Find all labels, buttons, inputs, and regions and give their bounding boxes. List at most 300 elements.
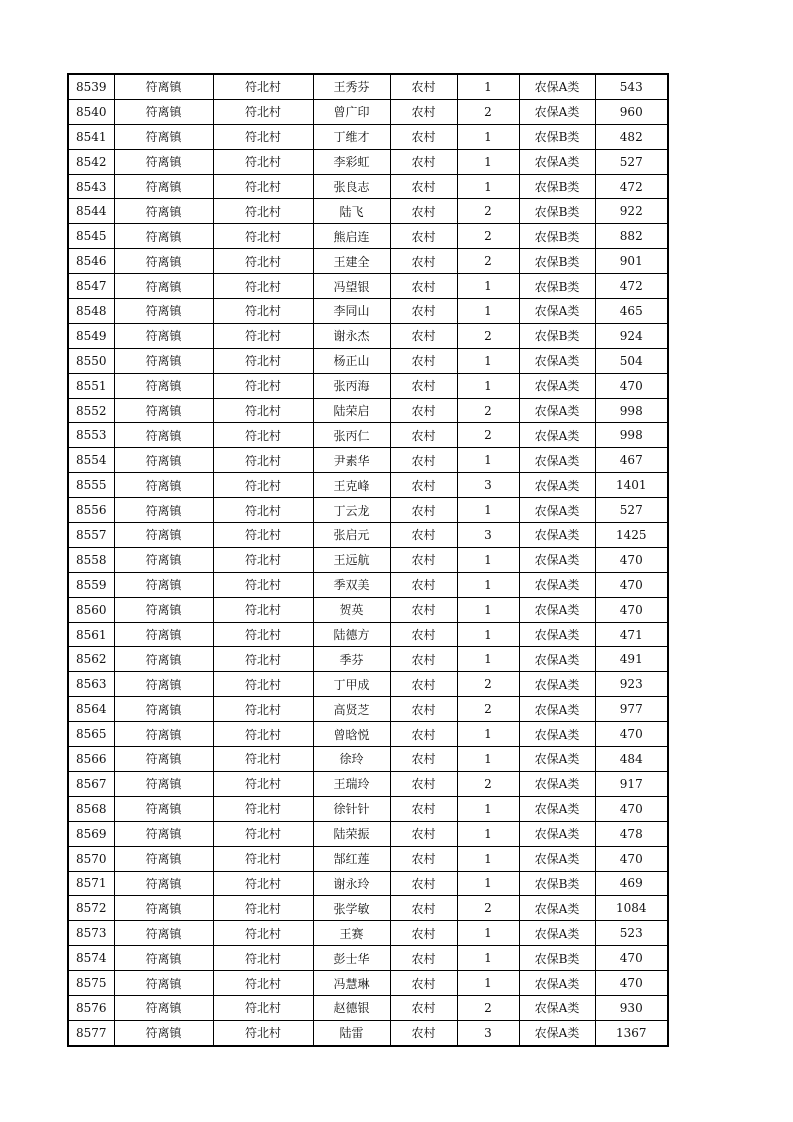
- name-cell: 徐玲: [313, 747, 390, 772]
- table-row: [68, 821, 668, 846]
- village-cell: 符北村: [213, 597, 313, 622]
- insurance-category-cell: 农保B类: [519, 323, 595, 348]
- household-count-cell: 2: [457, 995, 519, 1020]
- name-cell: 王远航: [313, 547, 390, 572]
- household-count-cell: 2: [457, 199, 519, 224]
- insurance-category-cell: 农保A类: [519, 747, 595, 772]
- village-cell: 符北村: [213, 448, 313, 473]
- insurance-category-cell: 农保A类: [519, 846, 595, 871]
- town-cell: 符离镇: [114, 747, 213, 772]
- town-cell: 符离镇: [114, 224, 213, 249]
- table-row: [68, 747, 668, 772]
- insurance-category-cell: 农保A类: [519, 572, 595, 597]
- amount-cell: 1401: [595, 473, 668, 498]
- area-type-cell: 农村: [390, 174, 457, 199]
- name-cell: 陆荣振: [313, 821, 390, 846]
- record-id-cell: 8561: [68, 622, 114, 647]
- insurance-category-cell: 农保A类: [519, 498, 595, 523]
- amount-cell: 923: [595, 672, 668, 697]
- household-count-cell: 2: [457, 323, 519, 348]
- area-type-cell: 农村: [390, 224, 457, 249]
- table-row: [68, 871, 668, 896]
- village-cell: 符北村: [213, 896, 313, 921]
- amount-cell: 922: [595, 199, 668, 224]
- area-type-cell: 农村: [390, 771, 457, 796]
- amount-cell: 917: [595, 771, 668, 796]
- table-row: [68, 547, 668, 572]
- household-count-cell: 1: [457, 821, 519, 846]
- table-row: [68, 274, 668, 299]
- household-count-cell: 1: [457, 124, 519, 149]
- household-count-cell: 1: [457, 498, 519, 523]
- insurance-category-cell: 农保B类: [519, 249, 595, 274]
- record-id-cell: 8544: [68, 199, 114, 224]
- village-cell: 符北村: [213, 174, 313, 199]
- table-row: [68, 473, 668, 498]
- name-cell: 张学敏: [313, 896, 390, 921]
- household-count-cell: 1: [457, 274, 519, 299]
- table-row: [68, 697, 668, 722]
- amount-cell: 1425: [595, 523, 668, 548]
- town-cell: 符离镇: [114, 323, 213, 348]
- household-count-cell: 1: [457, 622, 519, 647]
- village-cell: 符北村: [213, 796, 313, 821]
- town-cell: 符离镇: [114, 149, 213, 174]
- insurance-category-cell: 农保A类: [519, 149, 595, 174]
- town-cell: 符离镇: [114, 771, 213, 796]
- village-cell: 符北村: [213, 1020, 313, 1045]
- record-id-cell: 8575: [68, 971, 114, 996]
- village-cell: 符北村: [213, 523, 313, 548]
- village-cell: 符北村: [213, 348, 313, 373]
- insurance-category-cell: 农保A类: [519, 398, 595, 423]
- record-id-cell: 8573: [68, 921, 114, 946]
- insurance-category-cell: 农保A类: [519, 373, 595, 398]
- town-cell: 符离镇: [114, 373, 213, 398]
- village-cell: 符北村: [213, 771, 313, 796]
- insurance-category-cell: 农保A类: [519, 523, 595, 548]
- name-cell: 丁云龙: [313, 498, 390, 523]
- area-type-cell: 农村: [390, 249, 457, 274]
- town-cell: 符离镇: [114, 547, 213, 572]
- village-cell: 符北村: [213, 249, 313, 274]
- amount-cell: 471: [595, 622, 668, 647]
- amount-cell: 465: [595, 299, 668, 324]
- area-type-cell: 农村: [390, 523, 457, 548]
- town-cell: 符离镇: [114, 74, 213, 99]
- insurance-category-cell: 农保B类: [519, 124, 595, 149]
- amount-cell: 998: [595, 398, 668, 423]
- household-count-cell: 1: [457, 846, 519, 871]
- village-cell: 符北村: [213, 821, 313, 846]
- town-cell: 符离镇: [114, 1020, 213, 1045]
- table-row: [68, 896, 668, 921]
- record-id-cell: 8577: [68, 1020, 114, 1045]
- household-count-cell: 3: [457, 473, 519, 498]
- table-row: [68, 771, 668, 796]
- table-row: [68, 199, 668, 224]
- name-cell: 郜红莲: [313, 846, 390, 871]
- record-id-cell: 8567: [68, 771, 114, 796]
- area-type-cell: 农村: [390, 299, 457, 324]
- table-row: [68, 174, 668, 199]
- insurance-category-cell: 农保A类: [519, 547, 595, 572]
- insurance-category-cell: 农保A类: [519, 771, 595, 796]
- name-cell: 谢永玲: [313, 871, 390, 896]
- area-type-cell: 农村: [390, 323, 457, 348]
- area-type-cell: 农村: [390, 423, 457, 448]
- town-cell: 符离镇: [114, 896, 213, 921]
- village-cell: 符北村: [213, 124, 313, 149]
- amount-cell: 478: [595, 821, 668, 846]
- town-cell: 符离镇: [114, 672, 213, 697]
- record-id-cell: 8547: [68, 274, 114, 299]
- amount-cell: 470: [595, 373, 668, 398]
- area-type-cell: 农村: [390, 796, 457, 821]
- household-count-cell: 1: [457, 747, 519, 772]
- area-type-cell: 农村: [390, 821, 457, 846]
- insurance-category-cell: 农保A类: [519, 821, 595, 846]
- name-cell: 彭士华: [313, 946, 390, 971]
- town-cell: 符离镇: [114, 473, 213, 498]
- record-id-cell: 8550: [68, 348, 114, 373]
- town-cell: 符离镇: [114, 249, 213, 274]
- village-cell: 符北村: [213, 274, 313, 299]
- amount-cell: 882: [595, 224, 668, 249]
- town-cell: 符离镇: [114, 199, 213, 224]
- area-type-cell: 农村: [390, 846, 457, 871]
- household-count-cell: 1: [457, 971, 519, 996]
- record-id-cell: 8541: [68, 124, 114, 149]
- insurance-category-cell: 农保A类: [519, 796, 595, 821]
- amount-cell: 901: [595, 249, 668, 274]
- amount-cell: 977: [595, 697, 668, 722]
- village-cell: 符北村: [213, 373, 313, 398]
- area-type-cell: 农村: [390, 946, 457, 971]
- area-type-cell: 农村: [390, 871, 457, 896]
- records-table: [67, 73, 669, 1047]
- table-row: [68, 149, 668, 174]
- insurance-category-cell: 农保B类: [519, 174, 595, 199]
- amount-cell: 527: [595, 498, 668, 523]
- name-cell: 陆飞: [313, 199, 390, 224]
- town-cell: 符离镇: [114, 448, 213, 473]
- household-count-cell: 1: [457, 448, 519, 473]
- town-cell: 符离镇: [114, 821, 213, 846]
- household-count-cell: 2: [457, 249, 519, 274]
- area-type-cell: 农村: [390, 747, 457, 772]
- record-id-cell: 8556: [68, 498, 114, 523]
- record-id-cell: 8555: [68, 473, 114, 498]
- table-row: [68, 323, 668, 348]
- name-cell: 徐针针: [313, 796, 390, 821]
- area-type-cell: 农村: [390, 124, 457, 149]
- area-type-cell: 农村: [390, 722, 457, 747]
- household-count-cell: 2: [457, 896, 519, 921]
- village-cell: 符北村: [213, 423, 313, 448]
- village-cell: 符北村: [213, 74, 313, 99]
- insurance-category-cell: 农保A类: [519, 995, 595, 1020]
- area-type-cell: 农村: [390, 547, 457, 572]
- insurance-category-cell: 农保B类: [519, 871, 595, 896]
- insurance-category-cell: 农保A类: [519, 423, 595, 448]
- insurance-category-cell: 农保B类: [519, 946, 595, 971]
- name-cell: 尹素华: [313, 448, 390, 473]
- area-type-cell: 农村: [390, 99, 457, 124]
- table-row: [68, 622, 668, 647]
- name-cell: 陆荣启: [313, 398, 390, 423]
- village-cell: 符北村: [213, 995, 313, 1020]
- amount-cell: 472: [595, 274, 668, 299]
- household-count-cell: 1: [457, 647, 519, 672]
- amount-cell: 470: [595, 722, 668, 747]
- village-cell: 符北村: [213, 473, 313, 498]
- village-cell: 符北村: [213, 199, 313, 224]
- record-id-cell: 8548: [68, 299, 114, 324]
- area-type-cell: 农村: [390, 622, 457, 647]
- village-cell: 符北村: [213, 846, 313, 871]
- area-type-cell: 农村: [390, 199, 457, 224]
- table-row: [68, 572, 668, 597]
- household-count-cell: 1: [457, 871, 519, 896]
- village-cell: 符北村: [213, 572, 313, 597]
- table-row: [68, 249, 668, 274]
- name-cell: 谢永杰: [313, 323, 390, 348]
- village-cell: 符北村: [213, 323, 313, 348]
- village-cell: 符北村: [213, 547, 313, 572]
- household-count-cell: 1: [457, 74, 519, 99]
- amount-cell: 467: [595, 448, 668, 473]
- name-cell: 陆雷: [313, 1020, 390, 1045]
- table-row: [68, 498, 668, 523]
- table-row: [68, 995, 668, 1020]
- town-cell: 符离镇: [114, 697, 213, 722]
- village-cell: 符北村: [213, 871, 313, 896]
- table-row: [68, 299, 668, 324]
- name-cell: 王建全: [313, 249, 390, 274]
- town-cell: 符离镇: [114, 871, 213, 896]
- area-type-cell: 农村: [390, 149, 457, 174]
- household-count-cell: 2: [457, 771, 519, 796]
- name-cell: 张良志: [313, 174, 390, 199]
- area-type-cell: 农村: [390, 473, 457, 498]
- town-cell: 符离镇: [114, 174, 213, 199]
- record-id-cell: 8542: [68, 149, 114, 174]
- area-type-cell: 农村: [390, 971, 457, 996]
- town-cell: 符离镇: [114, 99, 213, 124]
- record-id-cell: 8568: [68, 796, 114, 821]
- insurance-category-cell: 农保A类: [519, 971, 595, 996]
- village-cell: 符北村: [213, 722, 313, 747]
- area-type-cell: 农村: [390, 995, 457, 1020]
- record-id-cell: 8549: [68, 323, 114, 348]
- name-cell: 冯慧琳: [313, 971, 390, 996]
- household-count-cell: 1: [457, 796, 519, 821]
- name-cell: 冯望银: [313, 274, 390, 299]
- amount-cell: 523: [595, 921, 668, 946]
- town-cell: 符离镇: [114, 523, 213, 548]
- record-id-cell: 8551: [68, 373, 114, 398]
- record-id-cell: 8545: [68, 224, 114, 249]
- amount-cell: 472: [595, 174, 668, 199]
- amount-cell: 470: [595, 846, 668, 871]
- record-id-cell: 8565: [68, 722, 114, 747]
- amount-cell: 491: [595, 647, 668, 672]
- area-type-cell: 农村: [390, 647, 457, 672]
- area-type-cell: 农村: [390, 448, 457, 473]
- town-cell: 符离镇: [114, 423, 213, 448]
- village-cell: 符北村: [213, 622, 313, 647]
- insurance-category-cell: 农保B类: [519, 199, 595, 224]
- record-id-cell: 8558: [68, 547, 114, 572]
- amount-cell: 482: [595, 124, 668, 149]
- household-count-cell: 1: [457, 373, 519, 398]
- record-id-cell: 8574: [68, 946, 114, 971]
- town-cell: 符离镇: [114, 722, 213, 747]
- record-id-cell: 8560: [68, 597, 114, 622]
- insurance-category-cell: 农保A类: [519, 622, 595, 647]
- town-cell: 符离镇: [114, 796, 213, 821]
- name-cell: 曾晗悦: [313, 722, 390, 747]
- insurance-category-cell: 农保A类: [519, 672, 595, 697]
- household-count-cell: 1: [457, 921, 519, 946]
- area-type-cell: 农村: [390, 74, 457, 99]
- amount-cell: 484: [595, 747, 668, 772]
- household-count-cell: 2: [457, 398, 519, 423]
- name-cell: 季双美: [313, 572, 390, 597]
- area-type-cell: 农村: [390, 597, 457, 622]
- amount-cell: 470: [595, 946, 668, 971]
- table-row: [68, 672, 668, 697]
- village-cell: 符北村: [213, 299, 313, 324]
- record-id-cell: 8572: [68, 896, 114, 921]
- amount-cell: 470: [595, 971, 668, 996]
- record-id-cell: 8559: [68, 572, 114, 597]
- village-cell: 符北村: [213, 498, 313, 523]
- name-cell: 赵德银: [313, 995, 390, 1020]
- table-row: [68, 971, 668, 996]
- table-row: [68, 74, 668, 99]
- amount-cell: 1367: [595, 1020, 668, 1045]
- amount-cell: 470: [595, 572, 668, 597]
- table-row: [68, 647, 668, 672]
- record-id-cell: 8546: [68, 249, 114, 274]
- record-id-cell: 8554: [68, 448, 114, 473]
- area-type-cell: 农村: [390, 1020, 457, 1045]
- table-row: [68, 423, 668, 448]
- record-id-cell: 8552: [68, 398, 114, 423]
- insurance-category-cell: 农保A类: [519, 99, 595, 124]
- name-cell: 熊启连: [313, 224, 390, 249]
- name-cell: 王瑞玲: [313, 771, 390, 796]
- record-id-cell: 8543: [68, 174, 114, 199]
- name-cell: 曾广印: [313, 99, 390, 124]
- table-row: [68, 373, 668, 398]
- insurance-category-cell: 农保A类: [519, 597, 595, 622]
- town-cell: 符离镇: [114, 348, 213, 373]
- table-row: [68, 1020, 668, 1045]
- area-type-cell: 农村: [390, 498, 457, 523]
- household-count-cell: 1: [457, 597, 519, 622]
- household-count-cell: 2: [457, 99, 519, 124]
- table-row: [68, 921, 668, 946]
- village-cell: 符北村: [213, 647, 313, 672]
- amount-cell: 470: [595, 597, 668, 622]
- village-cell: 符北村: [213, 921, 313, 946]
- table-row: [68, 448, 668, 473]
- name-cell: 季芬: [313, 647, 390, 672]
- town-cell: 符离镇: [114, 995, 213, 1020]
- area-type-cell: 农村: [390, 348, 457, 373]
- name-cell: 张启元: [313, 523, 390, 548]
- table-row: [68, 846, 668, 871]
- insurance-category-cell: 农保A类: [519, 1020, 595, 1045]
- name-cell: 陆德方: [313, 622, 390, 647]
- village-cell: 符北村: [213, 697, 313, 722]
- record-id-cell: 8562: [68, 647, 114, 672]
- name-cell: 李同山: [313, 299, 390, 324]
- amount-cell: 1084: [595, 896, 668, 921]
- town-cell: 符离镇: [114, 274, 213, 299]
- name-cell: 丁甲成: [313, 672, 390, 697]
- name-cell: 王秀芬: [313, 74, 390, 99]
- amount-cell: 543: [595, 74, 668, 99]
- household-count-cell: 2: [457, 672, 519, 697]
- household-count-cell: 1: [457, 547, 519, 572]
- record-id-cell: 8539: [68, 74, 114, 99]
- insurance-category-cell: 农保A类: [519, 74, 595, 99]
- area-type-cell: 农村: [390, 921, 457, 946]
- household-count-cell: 2: [457, 423, 519, 448]
- insurance-category-cell: 农保B类: [519, 274, 595, 299]
- record-id-cell: 8571: [68, 871, 114, 896]
- table-row: [68, 348, 668, 373]
- amount-cell: 504: [595, 348, 668, 373]
- table-row: [68, 946, 668, 971]
- record-id-cell: 8570: [68, 846, 114, 871]
- town-cell: 符离镇: [114, 622, 213, 647]
- insurance-category-cell: 农保A类: [519, 348, 595, 373]
- household-count-cell: 1: [457, 299, 519, 324]
- town-cell: 符离镇: [114, 846, 213, 871]
- area-type-cell: 农村: [390, 398, 457, 423]
- record-id-cell: 8557: [68, 523, 114, 548]
- insurance-category-cell: 农保A类: [519, 722, 595, 747]
- table-row: [68, 796, 668, 821]
- table-row: [68, 398, 668, 423]
- town-cell: 符离镇: [114, 398, 213, 423]
- town-cell: 符离镇: [114, 597, 213, 622]
- amount-cell: 470: [595, 796, 668, 821]
- area-type-cell: 农村: [390, 572, 457, 597]
- area-type-cell: 农村: [390, 672, 457, 697]
- amount-cell: 469: [595, 871, 668, 896]
- area-type-cell: 农村: [390, 697, 457, 722]
- table-row: [68, 124, 668, 149]
- insurance-category-cell: 农保A类: [519, 448, 595, 473]
- area-type-cell: 农村: [390, 274, 457, 299]
- amount-cell: 930: [595, 995, 668, 1020]
- village-cell: 符北村: [213, 971, 313, 996]
- amount-cell: 470: [595, 547, 668, 572]
- household-count-cell: 1: [457, 722, 519, 747]
- amount-cell: 527: [595, 149, 668, 174]
- table-row: [68, 597, 668, 622]
- table-row: [68, 224, 668, 249]
- town-cell: 符离镇: [114, 572, 213, 597]
- household-count-cell: 1: [457, 174, 519, 199]
- area-type-cell: 农村: [390, 373, 457, 398]
